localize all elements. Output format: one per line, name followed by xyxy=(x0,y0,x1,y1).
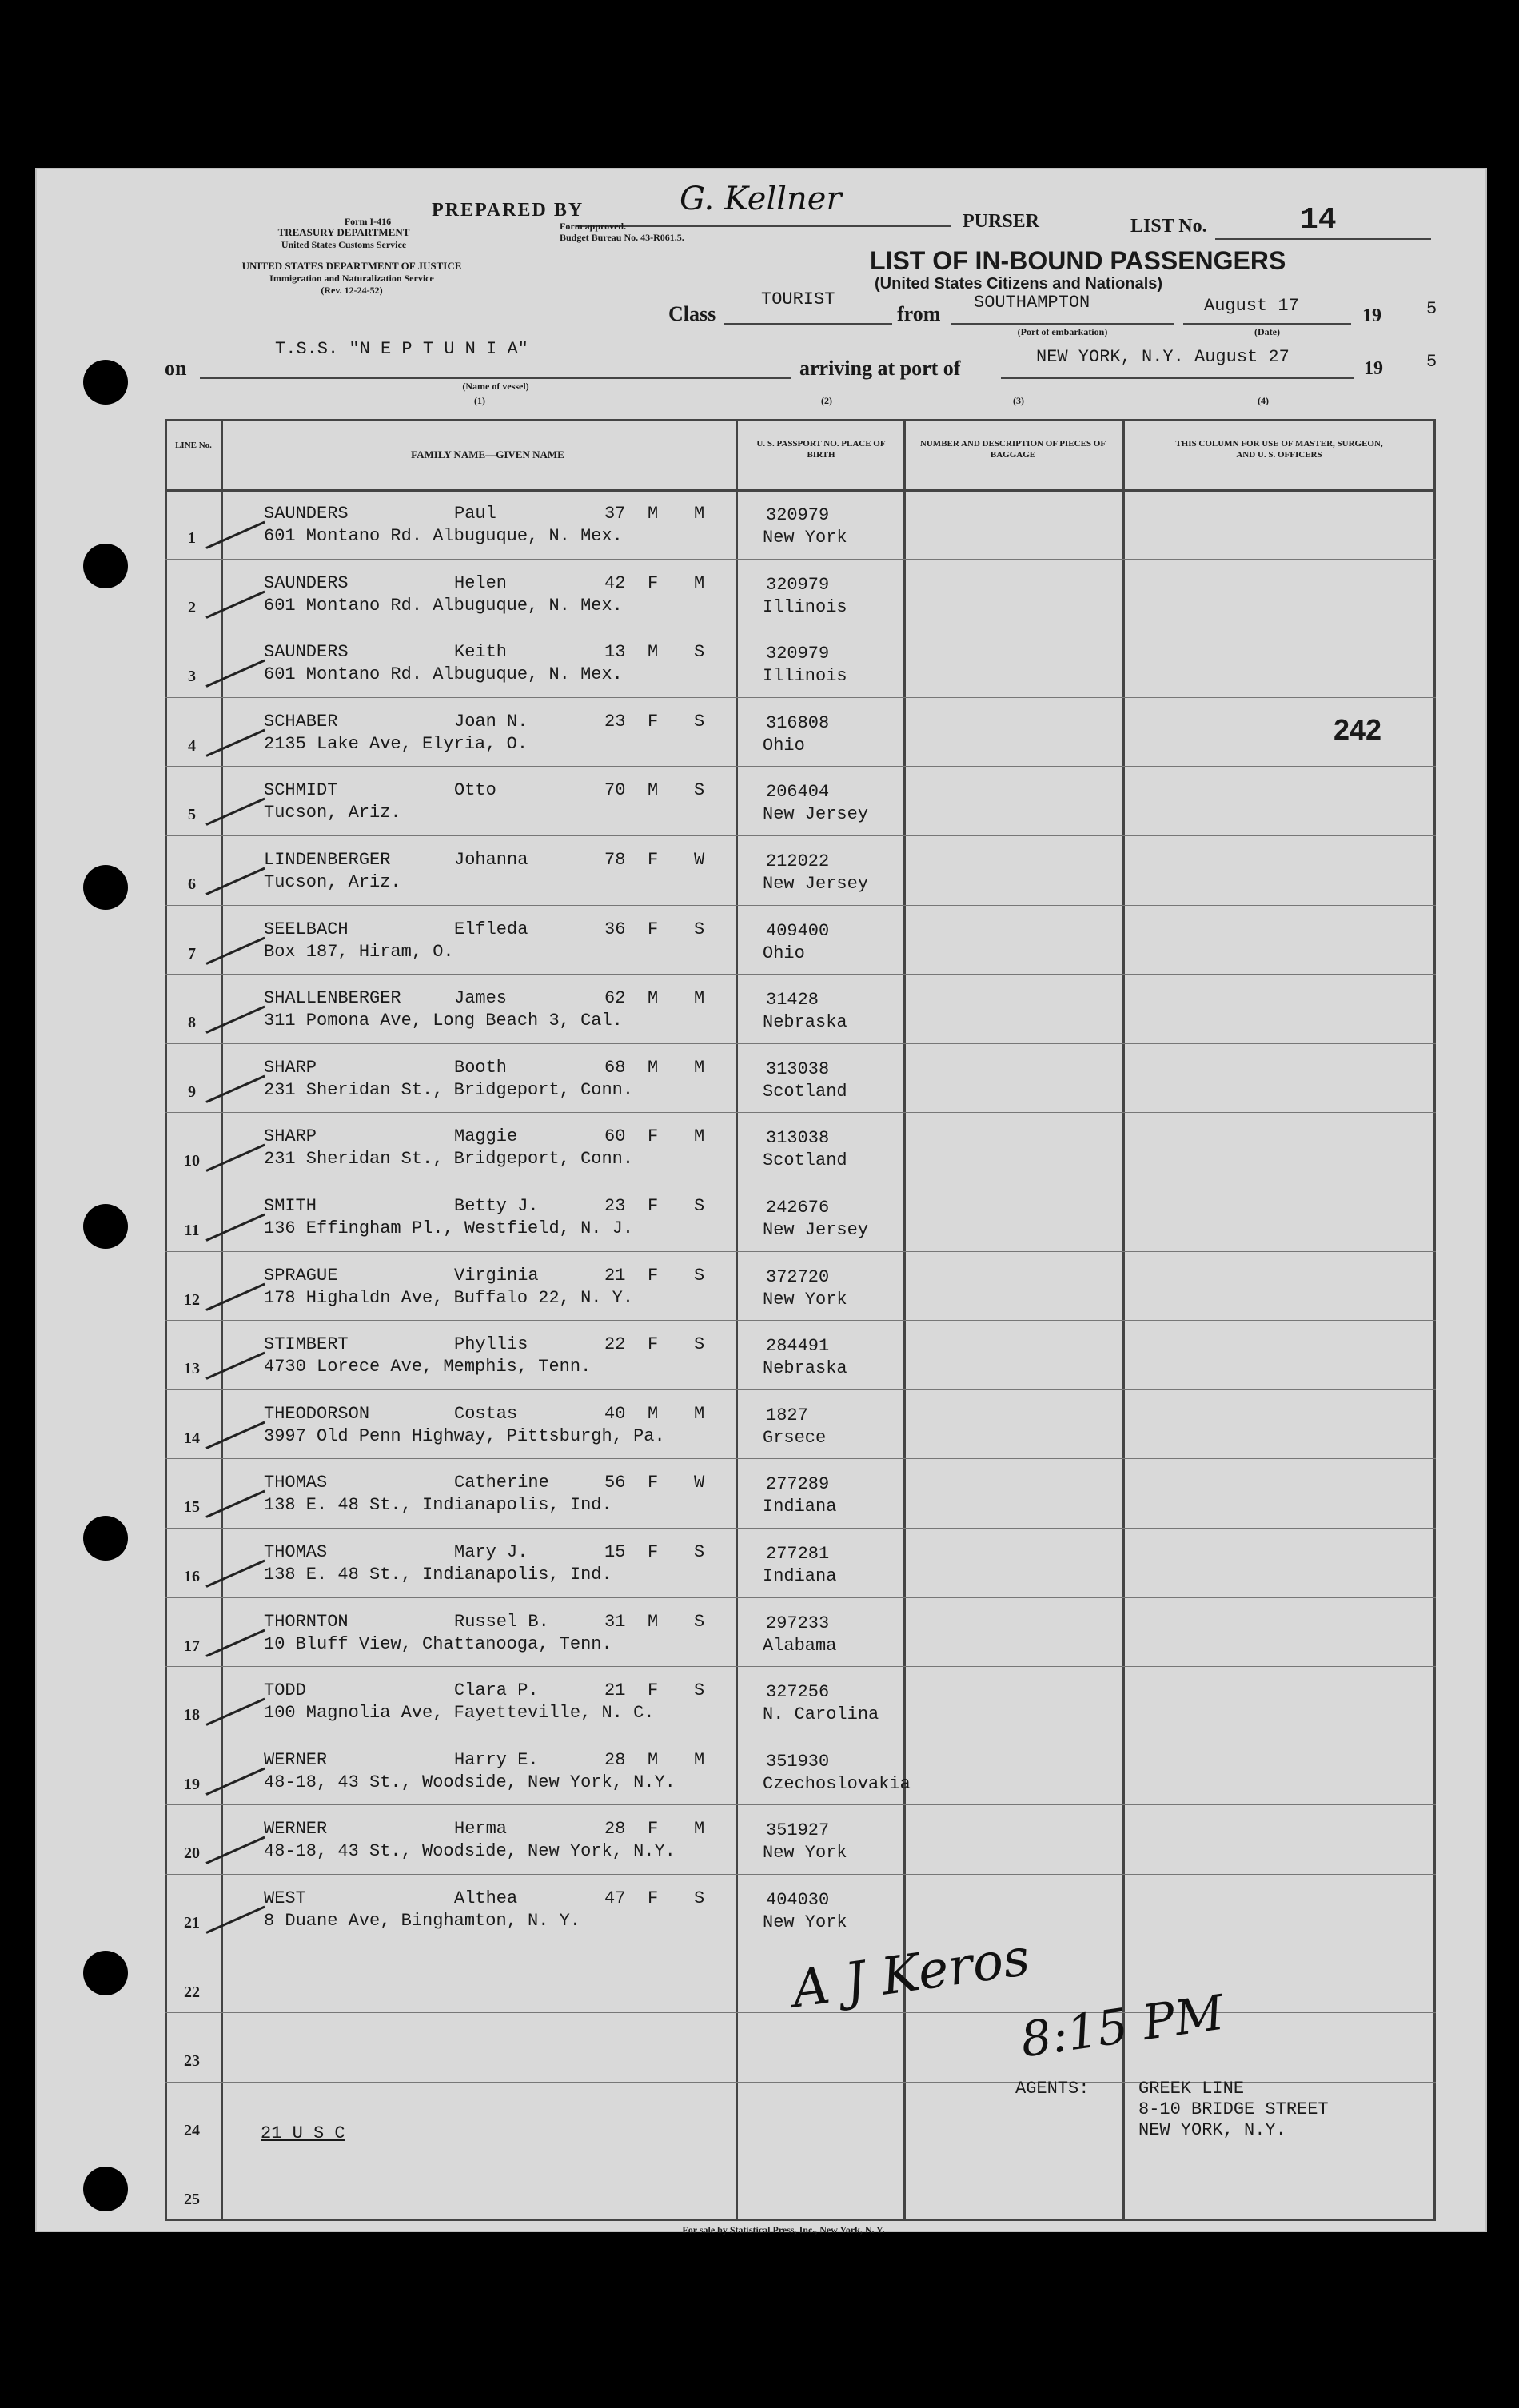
line-number: 1 xyxy=(188,529,196,547)
address: 231 Sheridan St., Bridgeport, Conn. xyxy=(264,1149,634,1170)
list-title: LIST OF IN-BOUND PASSENGERS xyxy=(870,246,1286,275)
sex: F xyxy=(648,850,659,870)
sex: F xyxy=(648,1265,659,1286)
row-rule xyxy=(165,697,1436,698)
place-of-birth: New York xyxy=(763,1289,847,1310)
header-line-no: LINE No. xyxy=(175,441,212,450)
row-rule xyxy=(165,1251,1436,1252)
row-rule xyxy=(165,1320,1436,1321)
marital-status: S xyxy=(694,1680,705,1701)
row-rule xyxy=(165,1389,1436,1390)
given-name: Phyllis xyxy=(454,1334,528,1355)
row-rule xyxy=(165,974,1436,975)
class-label: Class xyxy=(668,302,716,325)
department-justice: UNITED STATES DEPARTMENT OF JUSTICE xyxy=(241,260,462,272)
row-rule xyxy=(165,1528,1436,1529)
line-number: 17 xyxy=(184,1637,200,1655)
address: 8 Duane Ave, Binghamton, N. Y. xyxy=(264,1911,581,1931)
from-value: SOUTHAMPTON xyxy=(974,293,1090,313)
row-rule xyxy=(165,1666,1436,1667)
date-value: August 17 xyxy=(1204,296,1299,316)
given-name: Harry E. xyxy=(454,1749,539,1770)
family-name: TODD xyxy=(264,1680,306,1701)
sex: M xyxy=(648,780,659,801)
passport-number: 372720 xyxy=(766,1266,830,1287)
place-of-birth: Indiana xyxy=(763,1566,837,1586)
age: 13 xyxy=(604,642,626,663)
given-name: Joan N. xyxy=(454,711,528,732)
passport-number: 297233 xyxy=(766,1613,830,1633)
family-name: THOMAS xyxy=(264,1542,328,1562)
marital-status: S xyxy=(694,1265,705,1286)
header-passport: U. S. PASSPORT NO. PLACE OF BIRTH xyxy=(756,439,886,460)
age: 62 xyxy=(604,988,626,1009)
place-of-birth: New York xyxy=(763,1912,847,1932)
marital-status: M xyxy=(694,1749,705,1770)
family-name: SAUNDERS xyxy=(264,572,349,593)
marital-status: M xyxy=(694,1126,705,1147)
family-name: WERNER xyxy=(264,1749,328,1770)
address: 601 Montano Rd. Albuguque, N. Mex. xyxy=(264,595,623,616)
line-number: 9 xyxy=(188,1082,196,1101)
marital-status: M xyxy=(694,988,705,1009)
place-of-birth: Indiana xyxy=(763,1497,837,1517)
budget-bureau: Budget Bureau No. 43-R061.5. xyxy=(560,232,684,243)
sex: M xyxy=(648,988,659,1009)
marital-status: S xyxy=(694,711,705,732)
marital-status: S xyxy=(694,1334,705,1355)
from-label: from xyxy=(897,302,941,325)
passport-number: 351927 xyxy=(766,1820,830,1841)
agent-signature: A J Keros xyxy=(788,1928,1034,2020)
place-of-birth: Scotland xyxy=(763,1150,847,1171)
passport-number: 316808 xyxy=(766,712,830,733)
treasury-department: TREASURY DEPARTMENT xyxy=(277,226,410,238)
family-name: SPRAGUE xyxy=(264,1265,338,1286)
address: 4730 Lorece Ave, Memphis, Tenn. xyxy=(264,1357,592,1377)
address: 138 E. 48 St., Indianapolis, Ind. xyxy=(264,1495,612,1516)
ins-service: Immigration and Naturalization Service xyxy=(269,273,434,284)
family-name: SAUNDERS xyxy=(264,642,349,663)
line-number: 25 xyxy=(184,2191,200,2209)
address: Box 187, Hiram, O. xyxy=(264,941,454,962)
line-number: 2 xyxy=(188,598,196,616)
line-number: 10 xyxy=(184,1152,200,1170)
marital-status: S xyxy=(694,780,705,801)
line-number: 18 xyxy=(184,1706,200,1724)
age: 36 xyxy=(604,919,626,939)
given-name: Costas xyxy=(454,1403,518,1424)
line-number: 23 xyxy=(184,2052,200,2071)
line-number: 21 xyxy=(184,1914,200,1932)
family-name: WEST xyxy=(264,1888,306,1908)
passport-number: 1827 xyxy=(766,1405,808,1425)
row-rule xyxy=(165,2082,1436,2083)
age: 15 xyxy=(604,1542,626,1562)
marital-status: W xyxy=(694,850,705,870)
arrival-year-prefix: 19 xyxy=(1364,358,1383,379)
age: 23 xyxy=(604,711,626,732)
officer-count: 242 xyxy=(1334,713,1382,746)
marital-status: M xyxy=(694,1057,705,1078)
age: 23 xyxy=(604,1196,626,1216)
address: 178 Highaldn Ave, Buffalo 22, N. Y. xyxy=(264,1287,634,1308)
age: 31 xyxy=(604,1611,626,1632)
header-baggage: NUMBER AND DESCRIPTION OF PIECES OF BAGGAGE xyxy=(919,439,1106,460)
line-number: 5 xyxy=(188,806,196,824)
year-suffix: 5 xyxy=(1426,299,1437,319)
age: 28 xyxy=(604,1819,626,1840)
line-number: 20 xyxy=(184,1844,200,1863)
family-name: THEODORSON xyxy=(264,1403,370,1424)
sex: F xyxy=(648,711,659,732)
given-name: Althea xyxy=(454,1888,518,1908)
sex: M xyxy=(648,1057,659,1078)
marital-status: M xyxy=(694,572,705,593)
family-name: SAUNDERS xyxy=(264,504,349,524)
line-number: 7 xyxy=(188,944,196,963)
family-name: WERNER xyxy=(264,1819,328,1840)
row-rule xyxy=(165,1597,1436,1598)
col2-label: (2) xyxy=(821,395,832,406)
sex: F xyxy=(648,1819,659,1840)
row-rule xyxy=(165,835,1436,836)
punch-hole xyxy=(83,1204,128,1249)
sex: M xyxy=(648,642,659,663)
line-number: 15 xyxy=(184,1498,200,1517)
address: 601 Montano Rd. Albuguque, N. Mex. xyxy=(264,526,623,546)
punch-hole xyxy=(83,1951,128,1995)
place-of-birth: New Jersey xyxy=(763,804,869,825)
passport-number: 327256 xyxy=(766,1682,830,1703)
line-number: 14 xyxy=(184,1429,200,1447)
agents-label: AGENTS: xyxy=(1015,2079,1090,2099)
address: 311 Pomona Ave, Long Beach 3, Cal. xyxy=(264,1011,623,1031)
given-name: Mary J. xyxy=(454,1542,528,1562)
family-name: THOMAS xyxy=(264,1473,328,1493)
marital-status: S xyxy=(694,1611,705,1632)
place-of-birth: Ohio xyxy=(763,943,805,963)
family-name: SCHMIDT xyxy=(264,780,338,801)
age: 70 xyxy=(604,780,626,801)
address: Tucson, Ariz. xyxy=(264,872,401,892)
age: 37 xyxy=(604,504,626,524)
sex: F xyxy=(648,1473,659,1493)
sex: M xyxy=(648,504,659,524)
sex: F xyxy=(648,1334,659,1355)
punch-hole xyxy=(83,865,128,910)
address: 48-18, 43 St., Woodside, New York, N.Y. xyxy=(264,1772,676,1792)
line-number: 24 xyxy=(184,2121,200,2139)
given-name: James xyxy=(454,988,508,1009)
age: 56 xyxy=(604,1473,626,1493)
place-of-birth: Alabama xyxy=(763,1635,837,1656)
year-prefix: 19 xyxy=(1362,305,1381,326)
from-line xyxy=(951,323,1174,325)
sex: M xyxy=(648,1403,659,1424)
sex: M xyxy=(648,1611,659,1632)
vessel-caption: (Name of vessel) xyxy=(462,381,529,392)
age: 21 xyxy=(604,1680,626,1701)
place-of-birth: New York xyxy=(763,528,847,548)
given-name: Keith xyxy=(454,642,508,663)
given-name: Catherine xyxy=(454,1473,549,1493)
line-number: 6 xyxy=(188,875,196,893)
punch-hole xyxy=(83,2167,128,2211)
prepared-by-label: PREPARED BY xyxy=(432,200,584,221)
line-number: 11 xyxy=(184,1222,200,1239)
marital-status: M xyxy=(694,504,705,524)
line-number: 3 xyxy=(188,668,196,686)
passport-number: 284491 xyxy=(766,1336,830,1357)
line-number: 19 xyxy=(184,1775,200,1793)
address: 100 Magnolia Ave, Fayetteville, N. C. xyxy=(264,1703,655,1724)
family-name: SHARP xyxy=(264,1057,317,1078)
sex: F xyxy=(648,1680,659,1701)
age: 22 xyxy=(604,1334,626,1355)
row-rule xyxy=(165,1043,1436,1044)
arriving-label: arriving at port of xyxy=(799,357,961,380)
on-label: on xyxy=(165,357,187,380)
line-number: 13 xyxy=(184,1360,200,1378)
line-number: 16 xyxy=(184,1568,200,1585)
header-name: FAMILY NAME—GIVEN NAME xyxy=(411,449,564,460)
header-officers: THIS COLUMN FOR USE OF MASTER, SURGEON, AND U. S. OFFICERS xyxy=(1175,439,1383,460)
address: 136 Effingham Pl., Westfield, N. J. xyxy=(264,1218,634,1238)
sex: M xyxy=(648,1749,659,1770)
row-rule xyxy=(165,1804,1436,1805)
passport-number: 242676 xyxy=(766,1198,830,1218)
row-rule xyxy=(165,1874,1436,1875)
place-of-birth: Nebraska xyxy=(763,1358,847,1379)
place-of-birth: New York xyxy=(763,1843,847,1864)
sex: F xyxy=(648,919,659,939)
sex: F xyxy=(648,572,659,593)
family-name: SEELBACH xyxy=(264,919,349,939)
address: Tucson, Ariz. xyxy=(264,803,401,823)
class-value: TOURIST xyxy=(761,289,835,309)
line-number: 22 xyxy=(184,1983,200,2001)
form-approved: Form approved. xyxy=(560,221,627,232)
col4-label: (4) xyxy=(1258,395,1269,406)
place-of-birth: Czechoslovakia xyxy=(763,1773,911,1794)
sex: F xyxy=(648,1126,659,1147)
passport-number: 277289 xyxy=(766,1474,830,1495)
list-no-line xyxy=(1215,238,1431,240)
arrival-line xyxy=(1001,377,1354,379)
class-line xyxy=(724,323,892,325)
agents-line3: NEW YORK, N.Y. xyxy=(1138,2120,1286,2140)
place-of-birth: N. Carolina xyxy=(763,1704,879,1725)
family-name: STIMBERT xyxy=(264,1334,349,1355)
age: 68 xyxy=(604,1057,626,1078)
passport-number: 409400 xyxy=(766,920,830,941)
row-rule xyxy=(165,1112,1436,1113)
place-of-birth: Grsece xyxy=(763,1427,827,1448)
agents-line1: GREEK LINE xyxy=(1138,2079,1245,2099)
arrival-value: NEW YORK, N.Y. August 27 xyxy=(1036,347,1290,367)
marital-status: M xyxy=(694,1819,705,1840)
passport-number: 313038 xyxy=(766,1128,830,1149)
line-number: 4 xyxy=(188,736,196,755)
age: 78 xyxy=(604,850,626,870)
passport-number: 206404 xyxy=(766,782,830,803)
form-id: Form I-416 xyxy=(344,216,392,227)
place-of-birth: Ohio xyxy=(763,735,805,755)
place-of-birth: Illinois xyxy=(763,596,847,617)
place-of-birth: New Jersey xyxy=(763,874,869,894)
age: 28 xyxy=(604,1749,626,1770)
given-name: Maggie xyxy=(454,1126,518,1147)
passport-number: 31428 xyxy=(766,990,819,1011)
given-name: Clara P. xyxy=(454,1680,539,1701)
date-line xyxy=(1183,323,1351,325)
arrival-year-suffix: 5 xyxy=(1426,352,1437,372)
punch-hole xyxy=(83,544,128,588)
age: 47 xyxy=(604,1888,626,1908)
date-caption: (Date) xyxy=(1254,326,1280,337)
family-name: SHALLENBERGER xyxy=(264,988,401,1009)
passport-number: 320979 xyxy=(766,574,830,595)
customs-service: United States Customs Service xyxy=(281,239,407,250)
port-embark-caption: (Port of embarkation) xyxy=(1017,326,1108,337)
vessel-name: T.S.S. "N E P T U N I A" xyxy=(275,339,528,359)
address: 138 E. 48 St., Indianapolis, Ind. xyxy=(264,1565,612,1585)
marital-status: S xyxy=(694,1542,705,1562)
given-name: Booth xyxy=(454,1057,508,1078)
age: 21 xyxy=(604,1265,626,1286)
place-of-birth: Illinois xyxy=(763,666,847,687)
given-name: Herma xyxy=(454,1819,508,1840)
address: 48-18, 43 St., Woodside, New York, N.Y. xyxy=(264,1841,676,1862)
marital-status: S xyxy=(694,919,705,939)
family-name: SCHABER xyxy=(264,711,338,732)
row-rule xyxy=(165,905,1436,906)
time-note: 8:15 PM xyxy=(1017,1984,1228,2069)
list-no-value: 14 xyxy=(1300,203,1337,237)
address: 601 Montano Rd. Albuguque, N. Mex. xyxy=(264,664,623,685)
address: 2135 Lake Ave, Elyria, O. xyxy=(264,733,528,754)
header-rule xyxy=(165,489,1436,492)
list-no-label: LIST No. xyxy=(1130,216,1207,237)
given-name: Helen xyxy=(454,572,508,593)
family-name: SMITH xyxy=(264,1196,317,1216)
address: 231 Sheridan St., Bridgeport, Conn. xyxy=(264,1079,634,1100)
marital-status: S xyxy=(694,1196,705,1216)
age: 42 xyxy=(604,572,626,593)
marital-status: W xyxy=(694,1473,705,1493)
col3-label: (3) xyxy=(1013,395,1024,406)
sex: F xyxy=(648,1542,659,1562)
address: 3997 Old Penn Highway, Pittsburgh, Pa. xyxy=(264,1425,665,1446)
passport-number: 313038 xyxy=(766,1058,830,1079)
line-number: 8 xyxy=(188,1014,196,1032)
passport-number: 351930 xyxy=(766,1751,830,1772)
prepared-by-signature: G. Kellner xyxy=(680,181,842,217)
place-of-birth: Nebraska xyxy=(763,1012,847,1033)
footer-note: For sale by Statistical Press, Inc., New York, N. Y. xyxy=(682,2224,885,2235)
family-name: SHARP xyxy=(264,1126,317,1147)
given-name: Johanna xyxy=(454,850,528,870)
sex: F xyxy=(648,1888,659,1908)
family-name: THORNTON xyxy=(264,1611,349,1632)
col1-label: (1) xyxy=(474,395,485,406)
place-of-birth: Scotland xyxy=(763,1081,847,1102)
passport-number: 320979 xyxy=(766,505,830,525)
passport-number: 404030 xyxy=(766,1890,830,1910)
punch-hole xyxy=(83,1516,128,1561)
given-name: Betty J. xyxy=(454,1196,539,1216)
given-name: Russel B. xyxy=(454,1611,549,1632)
given-name: Virginia xyxy=(454,1265,539,1286)
age: 60 xyxy=(604,1126,626,1147)
marital-status: S xyxy=(694,1888,705,1908)
given-name: Elfleda xyxy=(454,919,528,939)
list-subtitle: (United States Citizens and Nationals) xyxy=(875,275,1163,293)
purser-label: PURSER xyxy=(963,211,1040,232)
given-name: Paul xyxy=(454,504,496,524)
given-name: Otto xyxy=(454,780,496,801)
place-of-birth: New Jersey xyxy=(763,1220,869,1240)
vessel-line xyxy=(200,377,791,379)
address: 10 Bluff View, Chattanooga, Tenn. xyxy=(264,1633,612,1654)
age: 40 xyxy=(604,1403,626,1424)
sex: F xyxy=(648,1196,659,1216)
marital-status: M xyxy=(694,1403,705,1424)
marital-status: S xyxy=(694,642,705,663)
passport-number: 212022 xyxy=(766,851,830,871)
row-rule xyxy=(165,1458,1436,1459)
line-number: 12 xyxy=(184,1290,200,1309)
row-rule xyxy=(165,559,1436,560)
punch-hole xyxy=(83,360,128,405)
passport-number: 320979 xyxy=(766,644,830,664)
passport-number: 277281 xyxy=(766,1544,830,1564)
row-rule xyxy=(165,766,1436,767)
usc-note: 21 U S C xyxy=(261,2123,345,2143)
family-name: LINDENBERGER xyxy=(264,850,391,870)
agents-line2: 8-10 BRIDGE STREET xyxy=(1138,2099,1329,2119)
revision: (Rev. 12-24-52) xyxy=(321,285,383,296)
